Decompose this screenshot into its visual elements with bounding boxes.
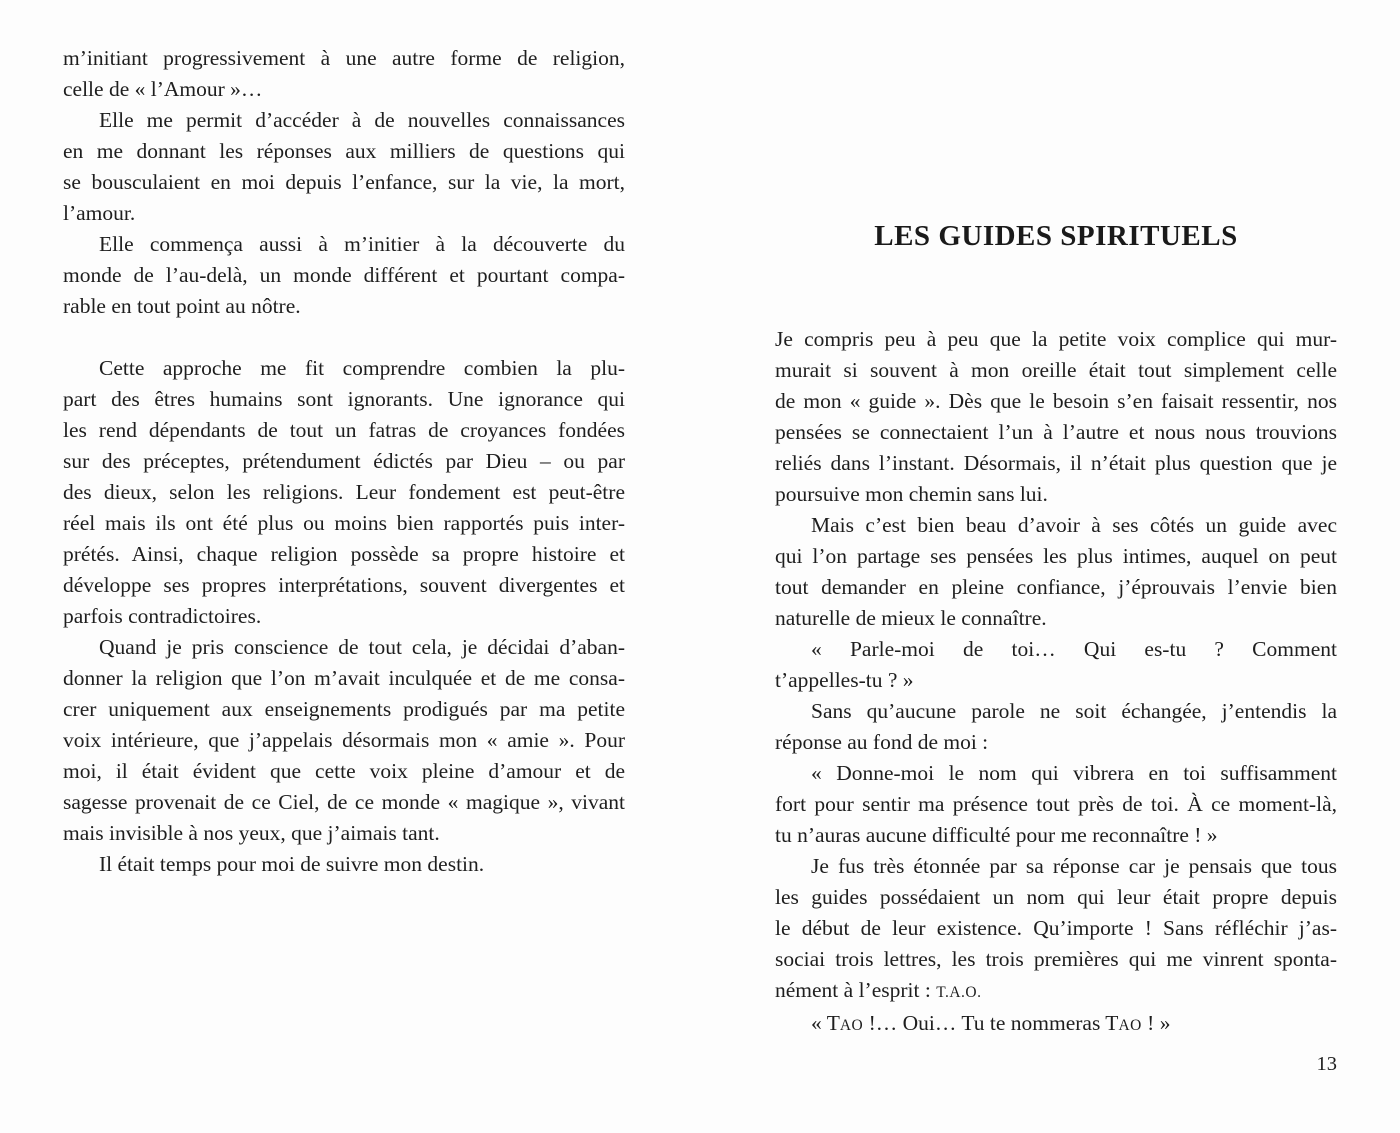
left-page-text-block bbox=[63, 43, 625, 880]
text-line: sagesse provenait de ce Ciel, de ce monde « magique », vivant bbox=[63, 790, 625, 814]
text-segment: ! » bbox=[1141, 1011, 1171, 1035]
text-line: part des êtres humains sont ignorants. Une ignorance qui bbox=[63, 387, 625, 411]
smallcaps-text: AO bbox=[839, 1017, 864, 1034]
text-line: mais invisible à nos yeux, que j’aimais tant. bbox=[63, 821, 440, 845]
text-line: réponse au fond de moi : bbox=[775, 730, 989, 754]
paragraph bbox=[63, 229, 625, 322]
text-line: sociai trois lettres, les trois premières qui me vinrent sponta- bbox=[775, 947, 1337, 971]
text-line: Elle me permit d’accéder à de nouvelles connaissances bbox=[99, 108, 625, 132]
right-page-text-block bbox=[775, 324, 1337, 1041]
text-line: le début de leur existence. Qu’importe ! Sans réfléchir j’as- bbox=[775, 916, 1337, 940]
text-line: tu n’auras aucune difficulté pour me reconnaître ! » bbox=[775, 823, 1218, 847]
text-line: Mais c’est bien beau d’avoir à ses côtés un guide avec bbox=[811, 513, 1337, 537]
text-line: voix intérieure, que j’appelais désormais mon « amie ». Pour bbox=[63, 728, 625, 752]
paragraph bbox=[775, 696, 1337, 758]
text-line: poursuive mon chemin sans lui. bbox=[775, 482, 1048, 506]
text-line: prétés. Ainsi, chaque religion possède sa propre histoire et bbox=[63, 542, 625, 566]
text-segment: nément à l’esprit : bbox=[775, 978, 937, 1002]
paragraph bbox=[63, 43, 625, 105]
text-line: qui l’on partage ses pensées les plus intimes, auquel on peut bbox=[775, 544, 1337, 568]
chapter-heading: LES GUIDES SPIRITUELS bbox=[874, 220, 1238, 252]
page-number: 13 bbox=[1316, 1053, 1337, 1075]
text-segment: « T bbox=[811, 1011, 840, 1035]
smallcaps-text: AO bbox=[1118, 1017, 1142, 1034]
text-line: les guides possédaient un nom qui leur était propre depuis bbox=[775, 885, 1337, 909]
smallcaps-text: T.A.O. bbox=[936, 984, 982, 1001]
text-line: de mon « guide ». Dès que le besoin s’en faisait ressentir, nos bbox=[775, 389, 1337, 413]
paragraph bbox=[775, 1008, 1337, 1041]
paragraph bbox=[63, 632, 625, 849]
text-line: celle de « l’Amour »… bbox=[63, 77, 263, 101]
text-line: Cette approche me fit comprendre combien la plu- bbox=[99, 356, 625, 380]
paragraph bbox=[775, 510, 1337, 634]
text-line: moi, il était évident que cette voix pleine d’amour et de bbox=[63, 759, 625, 783]
text-line: murait si souvent à mon oreille était tout simplement celle bbox=[775, 358, 1337, 382]
text-line: « Parle-moi de toi… Qui es-tu ? Comment bbox=[811, 637, 1337, 661]
text-line: t’appelles-tu ? » bbox=[775, 668, 914, 692]
text-line: donner la religion que l’on m’avait inculquée et de me consa- bbox=[63, 666, 625, 690]
text-line: Sans qu’aucune parole ne soit échangée, j’entendis la bbox=[811, 699, 1337, 723]
text-segment: !… Oui… Tu te nommeras T bbox=[863, 1011, 1119, 1035]
text-line: Il était temps pour moi de suivre mon destin. bbox=[99, 852, 485, 876]
paragraph bbox=[775, 324, 1337, 510]
text-line: l’amour. bbox=[63, 201, 136, 225]
paragraph bbox=[63, 105, 625, 229]
text-line: monde de l’au-delà, un monde différent et pourtant compa- bbox=[63, 263, 625, 287]
text-line: en me donnant les réponses aux milliers de questions qui bbox=[63, 139, 625, 163]
text-line: sur des préceptes, prétendument édictés par Dieu – ou par bbox=[63, 449, 625, 473]
text-line: Elle commença aussi à m’initier à la découverte du bbox=[99, 232, 625, 256]
paragraph bbox=[775, 758, 1337, 851]
text-line: réel mais ils ont été plus ou moins bien rapportés puis inter- bbox=[63, 511, 625, 535]
text-line: reliés dans l’instant. Désormais, il n’était plus question que je bbox=[775, 451, 1337, 475]
text-line: pensées se connectaient l’un à l’autre et nous nous trouvions bbox=[775, 420, 1337, 444]
text-line: se bousculaient en moi depuis l’enfance, sur la vie, la mort, bbox=[63, 170, 625, 194]
text-line: fort pour sentir ma présence tout près de toi. À ce moment-là, bbox=[775, 792, 1337, 816]
text-line: Quand je pris conscience de tout cela, je décidai d’aban- bbox=[99, 635, 625, 659]
text-line bbox=[775, 975, 1337, 1008]
text-line: Je compris peu à peu que la petite voix complice qui mur- bbox=[775, 327, 1337, 351]
text-line: « Donne-moi le nom qui vibrera en toi suffisamment bbox=[811, 761, 1337, 785]
text-line: des dieux, selon les religions. Leur fondement est peut-être bbox=[63, 480, 625, 504]
paragraph bbox=[63, 353, 625, 632]
text-line: tout demander en pleine confiance, j’éprouvais l’envie bien bbox=[775, 575, 1337, 599]
text-line: développe ses propres interprétations, souvent divergentes et bbox=[63, 573, 625, 597]
text-line: les rend dépendants de tout un fatras de croyances fondées bbox=[63, 418, 625, 442]
text-line bbox=[775, 1008, 1337, 1041]
text-line: naturelle de mieux le connaître. bbox=[775, 606, 1047, 630]
paragraph bbox=[63, 849, 625, 880]
text-line: parfois contradictoires. bbox=[63, 604, 262, 628]
text-line: m’initiant progressivement à une autre forme de religion, bbox=[63, 46, 625, 70]
text-line: rable en tout point au nôtre. bbox=[63, 294, 301, 318]
paragraph bbox=[775, 851, 1337, 1008]
text-line: Je fus très étonnée par sa réponse car je pensais que tous bbox=[811, 854, 1337, 878]
paragraph bbox=[775, 634, 1337, 696]
text-line: crer uniquement aux enseignements prodigués par ma petite bbox=[63, 697, 625, 721]
